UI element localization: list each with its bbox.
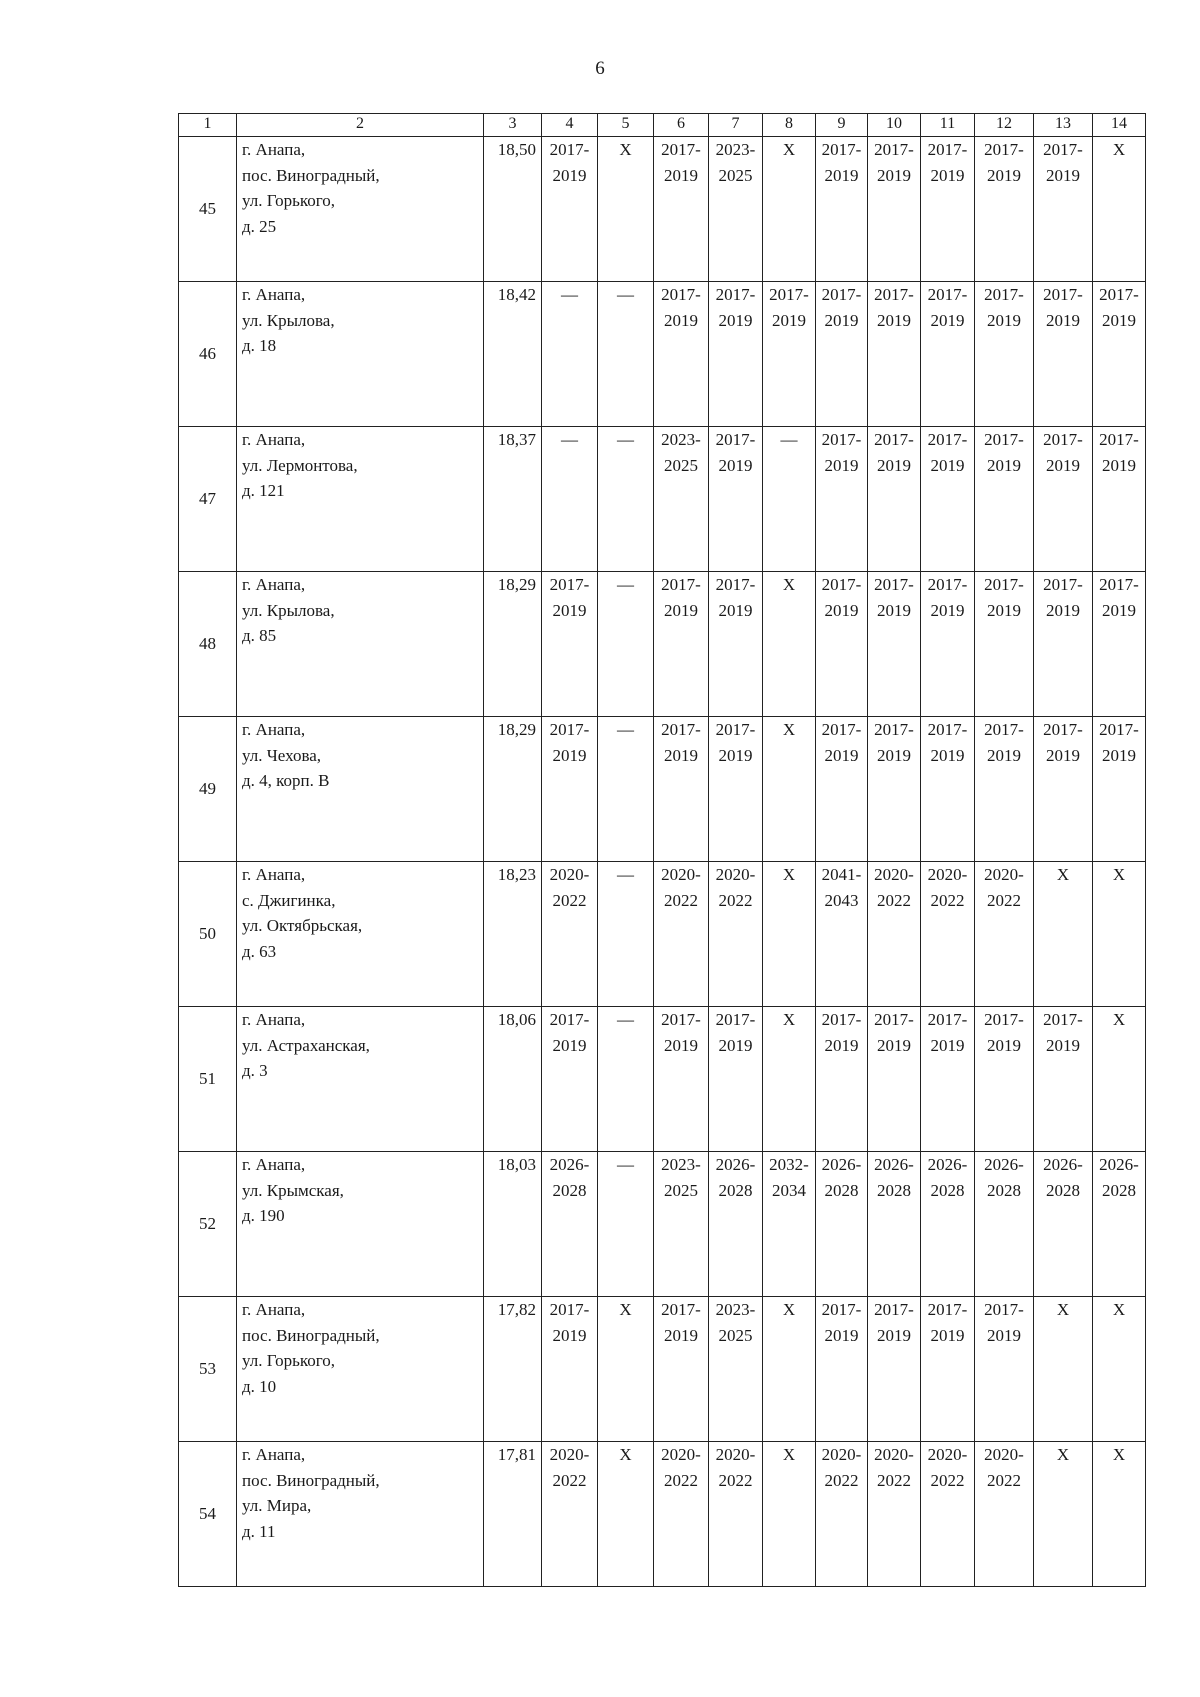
- period-cell: 2020- 2022: [542, 1442, 598, 1587]
- period-cell: 2020- 2022: [921, 862, 975, 1007]
- period-cell: 2020- 2022: [654, 862, 709, 1007]
- address-cell: г. Анапа, пос. Виноградный, ул. Мира, д. 11: [237, 1442, 484, 1587]
- period-cell: 2017- 2019: [709, 717, 763, 862]
- table-row: [179, 282, 1146, 427]
- period-cell: 2017- 2019: [975, 427, 1034, 572]
- address-cell: г. Анапа, ул. Астраханская, д. 3: [237, 1007, 484, 1152]
- period-cell: 2023- 2025: [709, 1297, 763, 1442]
- period-cell: 2020- 2022: [542, 862, 598, 1007]
- period-cell: X: [1093, 1297, 1146, 1442]
- period-cell: —: [598, 717, 654, 862]
- period-cell: X: [598, 137, 654, 282]
- document-table: [178, 113, 1146, 1587]
- header-row: [179, 114, 1146, 137]
- period-cell: —: [542, 282, 598, 427]
- column-header: 8: [763, 114, 816, 137]
- period-cell: 2017- 2019: [816, 1007, 868, 1152]
- period-cell: X: [1034, 1442, 1093, 1587]
- period-cell: 2026- 2028: [1034, 1152, 1093, 1297]
- period-cell: 2017- 2019: [868, 1007, 921, 1152]
- period-cell: 2026- 2028: [1093, 1152, 1146, 1297]
- period-cell: —: [598, 1152, 654, 1297]
- period-cell: 2017- 2019: [654, 1007, 709, 1152]
- period-cell: 2020- 2022: [654, 1442, 709, 1587]
- row-number: 51: [179, 1007, 237, 1152]
- period-cell: —: [542, 427, 598, 572]
- period-cell: X: [763, 572, 816, 717]
- column-header: 3: [484, 114, 542, 137]
- address-cell: г. Анапа, пос. Виноградный, ул. Горького, д. 10: [237, 1297, 484, 1442]
- period-cell: 2017- 2019: [654, 1297, 709, 1442]
- address-cell: г. Анапа, ул. Крымская, д. 190: [237, 1152, 484, 1297]
- period-cell: 2017- 2019: [1034, 282, 1093, 427]
- column-header: 12: [975, 114, 1034, 137]
- period-cell: 2020- 2022: [921, 1442, 975, 1587]
- column-header: 5: [598, 114, 654, 137]
- table-row: [179, 717, 1146, 862]
- period-cell: 2026- 2028: [975, 1152, 1034, 1297]
- address-cell: г. Анапа, ул. Крылова, д. 18: [237, 282, 484, 427]
- period-cell: 2020- 2022: [709, 862, 763, 1007]
- period-cell: 2017- 2019: [816, 572, 868, 717]
- period-cell: 2023- 2025: [709, 137, 763, 282]
- table-row: [179, 1442, 1146, 1587]
- period-cell: 2032- 2034: [763, 1152, 816, 1297]
- column-header: 6: [654, 114, 709, 137]
- row-number: 47: [179, 427, 237, 572]
- period-cell: X: [1034, 862, 1093, 1007]
- period-cell: 2026- 2028: [921, 1152, 975, 1297]
- period-cell: 2017- 2019: [816, 717, 868, 862]
- row-number: 48: [179, 572, 237, 717]
- period-cell: —: [598, 427, 654, 572]
- period-cell: 2023- 2025: [654, 1152, 709, 1297]
- period-cell: 2017- 2019: [654, 137, 709, 282]
- period-cell: 2017- 2019: [816, 137, 868, 282]
- period-cell: 2017- 2019: [709, 427, 763, 572]
- period-cell: 2017- 2019: [542, 572, 598, 717]
- period-cell: 2017- 2019: [816, 1297, 868, 1442]
- period-cell: 2017- 2019: [542, 717, 598, 862]
- period-cell: 2017- 2019: [1034, 572, 1093, 717]
- period-cell: 2017- 2019: [921, 572, 975, 717]
- period-cell: 2017- 2019: [921, 427, 975, 572]
- period-cell: 2017- 2019: [975, 1007, 1034, 1152]
- column-header: 2: [237, 114, 484, 137]
- period-cell: 2017- 2019: [542, 1007, 598, 1152]
- period-cell: 2017- 2019: [1093, 427, 1146, 572]
- address-cell: г. Анапа, с. Джигинка, ул. Октябрьская, д. 63: [237, 862, 484, 1007]
- period-cell: 2017- 2019: [868, 1297, 921, 1442]
- table-row: [179, 427, 1146, 572]
- period-cell: 2017- 2019: [1034, 137, 1093, 282]
- column-header: 14: [1093, 114, 1146, 137]
- period-cell: —: [598, 862, 654, 1007]
- period-cell: X: [763, 137, 816, 282]
- period-cell: 2017- 2019: [1093, 572, 1146, 717]
- period-cell: X: [763, 1442, 816, 1587]
- column-header: 10: [868, 114, 921, 137]
- value-cell: 18,37: [484, 427, 542, 572]
- table-row: [179, 1152, 1146, 1297]
- period-cell: 2017- 2019: [816, 282, 868, 427]
- row-number: 49: [179, 717, 237, 862]
- table-row: [179, 1007, 1146, 1152]
- period-cell: 2017- 2019: [709, 282, 763, 427]
- column-header: 13: [1034, 114, 1093, 137]
- period-cell: 2020- 2022: [868, 862, 921, 1007]
- address-cell: г. Анапа, ул. Лермонтова, д. 121: [237, 427, 484, 572]
- address-cell: г. Анапа, ул. Крылова, д. 85: [237, 572, 484, 717]
- value-cell: 18,29: [484, 717, 542, 862]
- period-cell: 2017- 2019: [975, 717, 1034, 862]
- period-cell: 2026- 2028: [816, 1152, 868, 1297]
- value-cell: 18,23: [484, 862, 542, 1007]
- row-number: 53: [179, 1297, 237, 1442]
- period-cell: 2017- 2019: [921, 137, 975, 282]
- period-cell: 2017- 2019: [921, 717, 975, 862]
- period-cell: —: [598, 1007, 654, 1152]
- column-header: 9: [816, 114, 868, 137]
- period-cell: 2017- 2019: [868, 137, 921, 282]
- period-cell: 2026- 2028: [542, 1152, 598, 1297]
- value-cell: 18,03: [484, 1152, 542, 1297]
- value-cell: 17,82: [484, 1297, 542, 1442]
- value-cell: 18,42: [484, 282, 542, 427]
- period-cell: 2017- 2019: [1093, 717, 1146, 862]
- column-header: 4: [542, 114, 598, 137]
- period-cell: 2017- 2019: [709, 572, 763, 717]
- row-number: 54: [179, 1442, 237, 1587]
- table-row: [179, 137, 1146, 282]
- value-cell: 18,29: [484, 572, 542, 717]
- period-cell: X: [763, 717, 816, 862]
- page-number: 6: [595, 58, 605, 79]
- period-cell: 2017- 2019: [868, 572, 921, 717]
- value-cell: 17,81: [484, 1442, 542, 1587]
- period-cell: 2020- 2022: [975, 862, 1034, 1007]
- table-row: [179, 1297, 1146, 1442]
- period-cell: 2017- 2019: [975, 572, 1034, 717]
- value-cell: 18,06: [484, 1007, 542, 1152]
- period-cell: 2017- 2019: [763, 282, 816, 427]
- period-cell: 2017- 2019: [868, 427, 921, 572]
- address-cell: г. Анапа, ул. Чехова, д. 4, корп. В: [237, 717, 484, 862]
- period-cell: 2017- 2019: [542, 1297, 598, 1442]
- table-row: [179, 572, 1146, 717]
- period-cell: 2020- 2022: [868, 1442, 921, 1587]
- period-cell: —: [763, 427, 816, 572]
- period-cell: —: [598, 282, 654, 427]
- period-cell: 2017- 2019: [654, 717, 709, 862]
- column-header: 7: [709, 114, 763, 137]
- period-cell: 2017- 2019: [921, 282, 975, 427]
- period-cell: X: [1093, 1442, 1146, 1587]
- period-cell: 2017- 2019: [921, 1007, 975, 1152]
- period-cell: 2017- 2019: [816, 427, 868, 572]
- period-cell: 2017- 2019: [975, 282, 1034, 427]
- period-cell: 2017- 2019: [709, 1007, 763, 1152]
- column-header: 11: [921, 114, 975, 137]
- period-cell: X: [1034, 1297, 1093, 1442]
- period-cell: 2020- 2022: [975, 1442, 1034, 1587]
- period-cell: X: [763, 1007, 816, 1152]
- period-cell: 2041- 2043: [816, 862, 868, 1007]
- row-number: 46: [179, 282, 237, 427]
- row-number: 52: [179, 1152, 237, 1297]
- column-header: 1: [179, 114, 237, 137]
- table-row: [179, 862, 1146, 1007]
- period-cell: 2026- 2028: [709, 1152, 763, 1297]
- period-cell: X: [1093, 1007, 1146, 1152]
- period-cell: X: [763, 862, 816, 1007]
- period-cell: X: [1093, 137, 1146, 282]
- row-number: 50: [179, 862, 237, 1007]
- period-cell: 2017- 2019: [654, 572, 709, 717]
- row-number: 45: [179, 137, 237, 282]
- period-cell: X: [763, 1297, 816, 1442]
- period-cell: 2017- 2019: [921, 1297, 975, 1442]
- period-cell: 2020- 2022: [816, 1442, 868, 1587]
- period-cell: X: [598, 1297, 654, 1442]
- period-cell: 2023- 2025: [654, 427, 709, 572]
- period-cell: 2020- 2022: [709, 1442, 763, 1587]
- period-cell: 2017- 2019: [868, 717, 921, 862]
- value-cell: 18,50: [484, 137, 542, 282]
- period-cell: X: [598, 1442, 654, 1587]
- address-cell: г. Анапа, пос. Виноградный, ул. Горького, д. 25: [237, 137, 484, 282]
- period-cell: 2017- 2019: [542, 137, 598, 282]
- period-cell: —: [598, 572, 654, 717]
- period-cell: 2017- 2019: [1093, 282, 1146, 427]
- period-cell: 2026- 2028: [868, 1152, 921, 1297]
- period-cell: 2017- 2019: [975, 1297, 1034, 1442]
- period-cell: 2017- 2019: [1034, 717, 1093, 862]
- period-cell: 2017- 2019: [975, 137, 1034, 282]
- period-cell: X: [1093, 862, 1146, 1007]
- period-cell: 2017- 2019: [1034, 427, 1093, 572]
- period-cell: 2017- 2019: [654, 282, 709, 427]
- period-cell: 2017- 2019: [1034, 1007, 1093, 1152]
- table-body: [179, 137, 1146, 1587]
- period-cell: 2017- 2019: [868, 282, 921, 427]
